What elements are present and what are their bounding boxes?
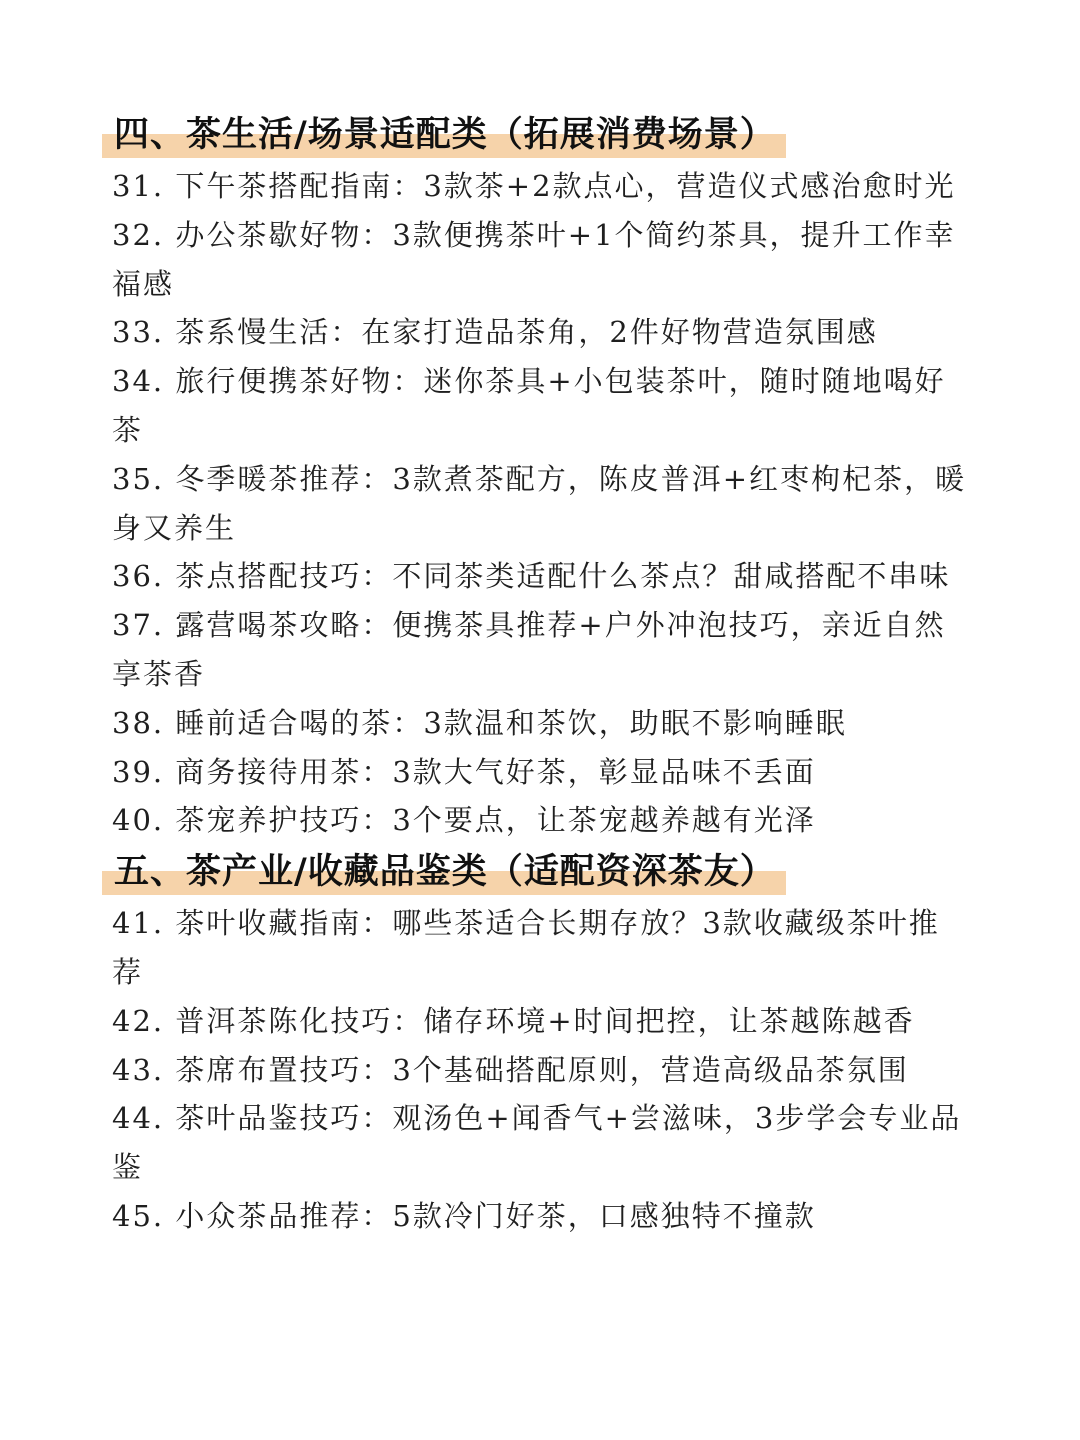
list-item: 39. 商务接待用茶：3款大气好茶，彰显品味不丢面 <box>112 754 816 789</box>
list-item: 37. 露营喝茶攻略：便携茶具推荐+户外冲泡技巧，亲近自然享茶香 <box>112 608 946 691</box>
list-item: 35. 冬季暖茶推荐：3款煮茶配方，陈皮普洱+红枣枸杞茶，暖身又养生 <box>112 461 967 545</box>
list-item: 36. 茶点搭配技巧：不同茶类适配什么茶点？甜咸搭配不串味 <box>112 559 951 594</box>
section-heading <box>112 108 782 162</box>
list-item: 40. 茶宠养护技巧：3个要点，让茶宠越养越有光泽 <box>112 803 816 838</box>
list-item: 33. 茶系慢生活：在家打造品茶角，2件好物营造氛围感 <box>112 315 878 350</box>
list-item: 42. 普洱茶陈化技巧：储存环境+时间把控，让茶越陈越香 <box>112 1003 915 1038</box>
list-item: 32. 办公茶歇好物：3款便携茶叶+1个简约茶具，提升工作幸福感 <box>112 217 956 301</box>
list-item: 43. 茶席布置技巧：3个基础搭配原则，营造高级品茶氛围 <box>112 1052 909 1087</box>
section-heading-text: 五、茶产业/收藏品鉴类（适配资深茶友） <box>114 852 776 893</box>
list-item: 34. 旅行便携茶好物：迷你茶具+小包装茶叶，随时随地喝好茶 <box>112 364 946 447</box>
list-item: 38. 睡前适合喝的茶：3款温和茶饮，助眠不影响睡眠 <box>112 705 847 740</box>
list-item: 44. 茶叶品鉴技巧：观汤色+闻香气+尝滋味，3步学会专业品鉴 <box>112 1101 962 1185</box>
topic-list <box>112 162 970 845</box>
section-heading <box>112 845 782 899</box>
list-item: 41. 茶叶收藏指南：哪些茶适合长期存放？3款收藏级茶叶推荐 <box>112 906 940 989</box>
section-tea-collection <box>112 845 970 1241</box>
section-tea-lifestyle <box>112 108 970 845</box>
list-item: 45. 小众茶品推荐：5款冷门好茶，口感独特不撞款 <box>112 1198 816 1233</box>
list-item: 31. 下午茶搭配指南：3款茶+2款点心，营造仪式感治愈时光 <box>112 169 956 203</box>
topic-list <box>112 899 970 1241</box>
section-heading-text: 四、茶生活/场景适配类（拓展消费场景） <box>114 115 776 155</box>
